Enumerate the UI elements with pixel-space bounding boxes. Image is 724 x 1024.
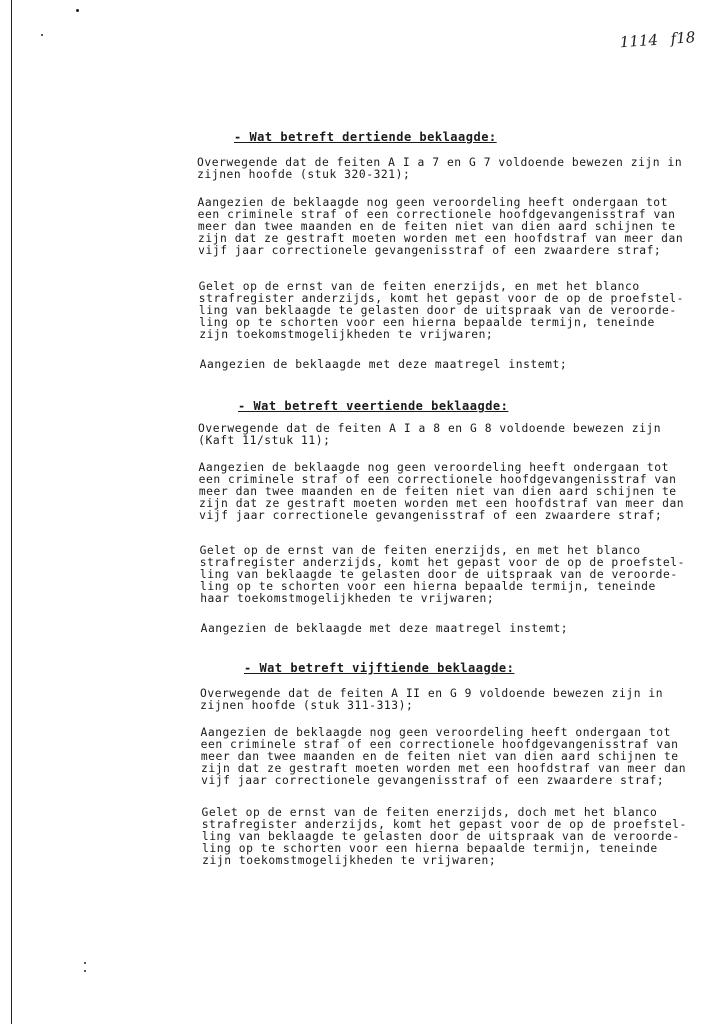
paragraph-line: zijn toekomstmogelijkheden te vrijwaren; [199, 328, 494, 341]
paragraph-line: Aangezien de beklaagde nog geen veroordeling heeft ondergaan tot [198, 461, 669, 474]
paragraph-line: zijn dat ze gestraft moeten worden met een hoofdstraf van meer dan [197, 232, 684, 245]
paragraph-line: ling van beklaagde te gelasten door de uitspraak van de veroorde- [198, 304, 677, 317]
paragraph-line: zijnen hoofde (stuk 311-313); [200, 699, 414, 712]
paragraph-line: ling op te schorten voor een hierna bepaalde termijn, teneinde [199, 316, 655, 329]
paragraph-line: zijn toekomstmogelijkheden te vrijwaren; [202, 854, 497, 867]
paragraph-line: een criminele straf of een correctionele hoofdgevangenisstraf van [200, 738, 679, 751]
paragraph-line: meer dan twee maanden en de feiten niet van dien aard schijnen te [198, 485, 677, 498]
paragraph-line: strafregister anderzijds, komt het gepast voor de op de proefstel- [199, 556, 685, 569]
paragraph-line: een criminele straf of een correctionele hoofdgevangenisstraf van [197, 208, 676, 221]
paragraph-line: ling van beklaagde te gelasten door de uitspraak van de veroorde- [201, 830, 680, 843]
paragraph-line: (Kaft 11/stuk 11); [198, 434, 331, 447]
paragraph-line: strafregister anderzijds, komt het gepast voor de op de proefstel- [198, 292, 684, 305]
paragraph-line: Aangezien de beklaagde nog geen veroordeling heeft ondergaan tot [197, 196, 668, 209]
paragraph-line: Gelet op de ernst van de feiten enerzijds, doch met het blanco [201, 806, 658, 819]
page-number-right: f18 [670, 28, 696, 48]
paragraph-line: haar toekomstmogelijkheden te vrijwaren; [200, 592, 495, 605]
paragraph-line: Aangezien de beklaagde met deze maatregel instemt; [200, 622, 569, 635]
section-heading: - Wat betreft dertiende beklaagde: [234, 130, 497, 144]
section-heading: - Wat betreft vijftiende beklaagde: [244, 661, 515, 675]
paragraph-line: meer dan twee maanden en de feiten niet van dien aard schijnen te [197, 220, 676, 233]
paragraph-line: vijf jaar correctionele gevangenisstraf of een zwaardere straf; [199, 509, 663, 522]
page-number-left: 1114 [619, 30, 659, 52]
paragraph-line: zijnen hoofde (stuk 320-321); [197, 168, 411, 181]
paragraph-line: Overwegende dat de feiten A I a 7 en G 7 voldoende bewezen zijn in [197, 156, 683, 169]
paragraph-line: meer dan twee maanden en de feiten niet van dien aard schijnen te [200, 750, 679, 763]
section-heading: - Wat betreft veertiende beklaagde: [238, 399, 509, 413]
paragraph-line: vijf jaar correctionele gevangenisstraf of een zwaardere straf; [201, 774, 665, 787]
paragraph-line: ling op te schorten voor een hierna bepaalde termijn, teneinde [202, 842, 658, 855]
paragraph-line: zijn dat ze gestraft moeten worden met een hoofdstraf van meer dan [198, 497, 685, 510]
paragraph-line: Aangezien de beklaagde met deze maatregel instemt; [199, 358, 568, 371]
paragraph-line: Overwegende dat de feiten A I a 8 en G 8 voldoende bewezen zijn [198, 422, 662, 435]
paragraph-line: Gelet op de ernst van de feiten enerzijds, en met het blanco [198, 280, 640, 293]
paragraph-line: een criminele straf of een correctionele hoofdgevangenisstraf van [198, 473, 677, 486]
paragraph-line: Aangezien de beklaagde nog geen veroordeling heeft ondergaan tot [200, 726, 671, 739]
paragraph-line: zijn dat ze gestraft moeten worden met een hoofdstraf van meer dan [200, 762, 687, 775]
paragraph-line: strafregister anderzijds, komt het gepast voor de op de proefstel- [201, 818, 687, 831]
paragraph-line: Overwegende dat de feiten A II en G 9 voldoende bewezen zijn in [200, 687, 664, 700]
paragraph-line: ling van beklaagde te gelasten door de uitspraak van de veroorde- [199, 568, 678, 581]
paragraph-line: Gelet op de ernst van de feiten enerzijds, en met het blanco [199, 544, 641, 557]
paragraph-line: ling op te schorten voor een hierna bepaalde termijn, teneinde [200, 580, 656, 593]
paragraph-line: vijf jaar correctionele gevangenisstraf of een zwaardere straf; [198, 244, 662, 257]
